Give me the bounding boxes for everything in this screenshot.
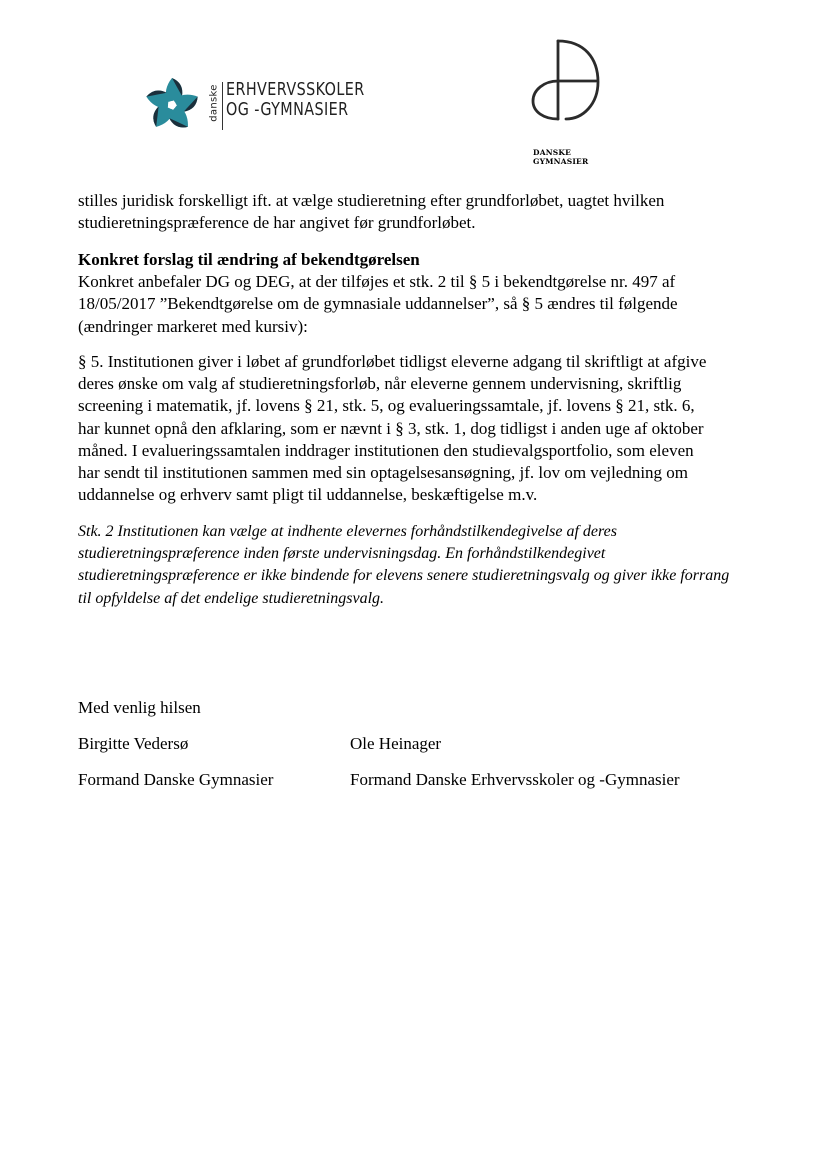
text-line: til opfyldelse af det endelige studieretningsvalg. <box>78 589 385 607</box>
signer-1-title: Formand Danske Gymnasier <box>78 770 274 789</box>
text-line: (ændringer markeret med kursiv): <box>78 316 308 336</box>
text-line: screening i matematik, jf. lovens § 21, stk. 5, og evalueringssamtale, jf. lovens § 21, stk. 6, <box>78 396 695 416</box>
text-line: stilles juridisk forskelligt ift. at vælge studieretning efter grundforløbet, uagtet hvilken <box>78 191 665 210</box>
text-line: uddannelse og erhverv samt pligt til uddannelse, beskæftigelse m.v. <box>78 485 538 505</box>
deg-logo <box>141 74 381 136</box>
deg-logo-divider <box>222 82 223 130</box>
text-line: har sendt til institutionen sammen med sin optagelsesansøgning, jf. lov om vejledning om <box>78 463 689 483</box>
section-5-paragraph <box>78 351 758 506</box>
signer-2-name: Ole Heinager <box>350 734 442 753</box>
text-line: studieretningspræference inden første undervisningsdag. En forhåndstilkendegivet <box>78 545 606 563</box>
deg-logo-line1: ERHVERVSSKOLER <box>226 80 365 100</box>
deg-logo-small-text: danske <box>208 84 220 122</box>
text-line: § 5. Institutionen giver i løbet af grundforløbet tidligst eleverne adgang til skriftligt at afgive <box>78 352 707 371</box>
text-line: Stk. 2 Institutionen kan vælge at indhente elevernes forhåndstilkendegivelse af deres <box>78 523 617 540</box>
dg-monogram-icon <box>528 38 602 124</box>
section-heading: Konkret forslag til ændring af bekendtgørelsen <box>78 250 420 269</box>
text-line: måned. I evalueringssamtalen inddrager institutionen den studievalgsportfolio, som eleven <box>78 440 694 460</box>
stk-2-paragraph <box>78 521 758 610</box>
intro-paragraph <box>78 190 758 234</box>
dg-logo-line2: GYMNASIER <box>533 156 589 166</box>
dg-logo-line1: DANSKE <box>533 148 572 157</box>
text-line: 18/05/2017 ”Bekendtgørelse om de gymnasiale uddannelser”, så § 5 ændres til følgende <box>78 294 678 314</box>
signer-1-name: Birgitte Vedersø <box>78 734 189 753</box>
signer-2-title: Formand Danske Erhvervsskoler og -Gymnasier <box>350 770 680 789</box>
flower-logo-icon <box>141 74 203 136</box>
dg-logo <box>528 38 608 168</box>
text-line: deres ønske om valg af studieretningsforløb, når eleverne gennem undervisning, skriftlig <box>78 374 682 394</box>
text-line: har kunnet opnå den afklaring, som er nævnt i § 3, stk. 1, dog tidligst i anden uge af oktober <box>78 418 704 438</box>
closing-greeting: Med venlig hilsen <box>78 698 201 717</box>
dg-logo-text <box>533 149 588 166</box>
text-line: Konkret anbefaler DG og DEG, at der tilføjes et stk. 2 til § 5 i bekendtgørelse nr. 497 af <box>78 272 676 292</box>
text-line: studieretningspræference de har angivet før grundforløbet. <box>78 213 476 233</box>
deg-logo-line2: OG -GYMNASIER <box>226 100 349 120</box>
proposal-section <box>78 249 758 338</box>
text-line: studieretningspræference er ikke bindende for elevens senere studieretningsvalg og giver ikke forrang <box>78 567 730 585</box>
